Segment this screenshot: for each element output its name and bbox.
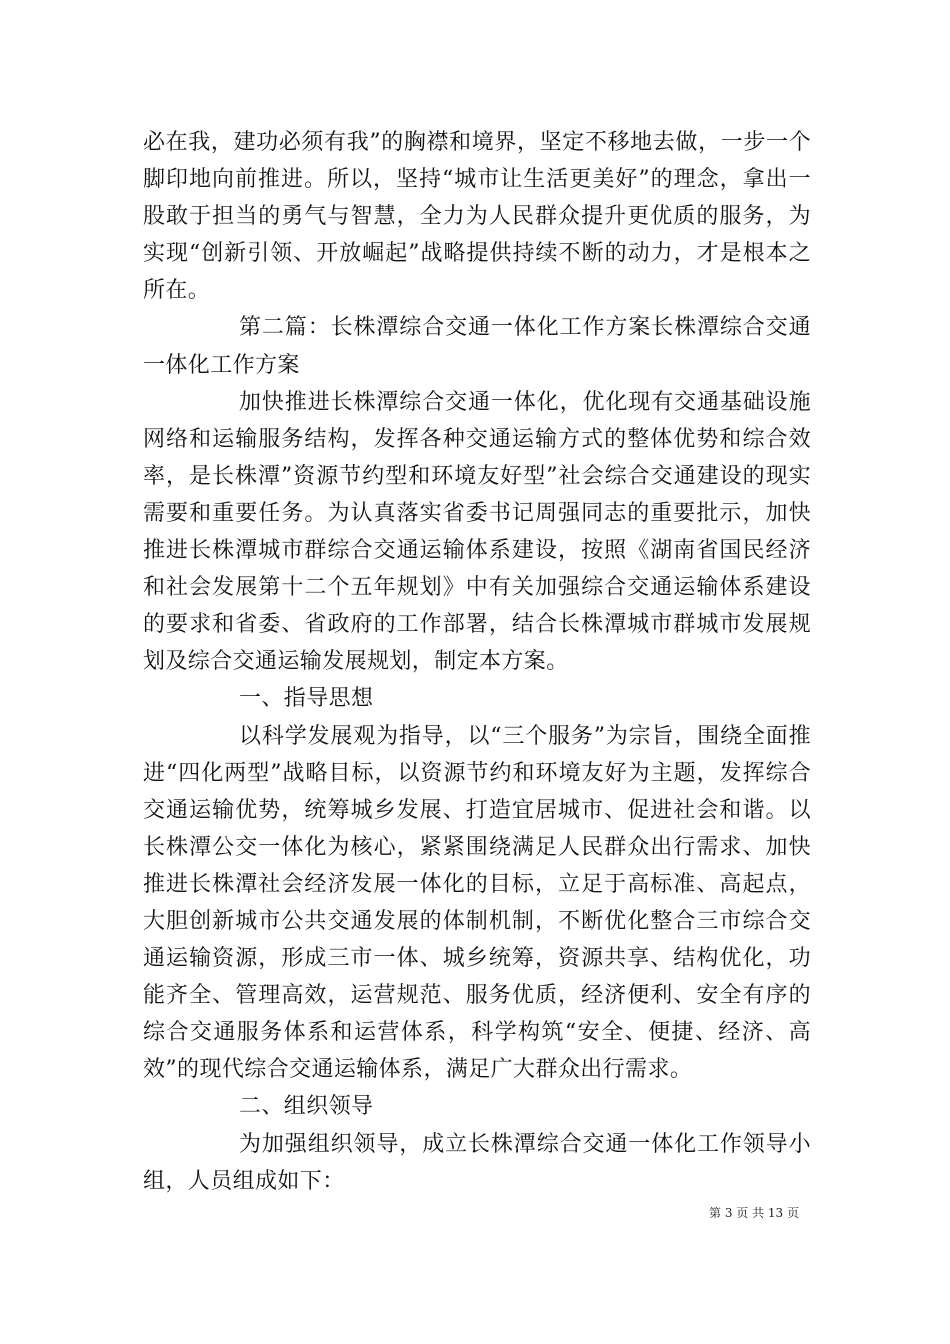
heading-guiding-ideology: 一、指导思想 [239,686,374,712]
section-heading-part-two: 第二篇：长株潭综合交通一体化工作方案长株潭综合交通一体化工作方案 [143,315,811,378]
page-number-footer: 第 3 页 共 13 页 [709,1206,799,1220]
paragraph-continuation: 必在我，建功必须有我”的胸襟和境界，坚定不移地去做，一步一个脚印地向前推进。所以，坚持“城市让生活更美好”的理念，拿出一股敢于担当的勇气与智慧，全力为人民群众提升更优质的服务，为实现“创新引领、开放崛起”战略提供持续不断的动力，才是根本之所在。 [143,130,811,304]
heading-organization-leadership: 二、组织领导 [239,1094,374,1120]
paragraph-guiding-ideology: 以科学发展观为指导，以“三个服务”为宗旨，围绕全面推进“四化两型”战略目标，以资源节约和环境友好为主题，发挥综合交通运输优势，统筹城乡发展、打造宜居城市、促进社会和谐。以长株潭公交一体化为核心，紧紧围绕满足人民群众出行需求、加快推进长株潭社会经济发展一体化的目标，立足于高标准、高起点，大胆创新城市公共交通发展的体制机制，不断优化整合三市综合交通运输资源，形成三市一体、城乡统筹，资源共享、结构优化，功能齐全、管理高效，运营规范、服务优质，经济便利、安全有序的综合交通服务体系和运营体系，科学构筑“安全、便捷、经济、高效”的现代综合交通运输体系，满足广大群众出行需求。 [143,723,811,1083]
paragraph-intro: 加快推进长株潭综合交通一体化，优化现有交通基础设施网络和运输服务结构，发挥各种交通运输方式的整体优势和综合效率，是长株潭”资源节约型和环境友好型”社会综合交通建设的现实需要和重要任务。为认真落实省委书记周强同志的重要批示，加快推进长株潭城市群综合交通运输体系建设，按照《湖南省国民经济和社会发展第十二个五年规划》中有关加强综合交通运输体系建设的要求和省委、省政府的工作部署，结合长株潭城市群城市发展规划及综合交通运输发展规划，制定本方案。 [143,389,811,675]
paragraph-organization-leadership: 为加强组织领导，成立长株潭综合交通一体化工作领导小组，人员组成如下： [143,1131,811,1194]
document-body [143,124,811,1200]
